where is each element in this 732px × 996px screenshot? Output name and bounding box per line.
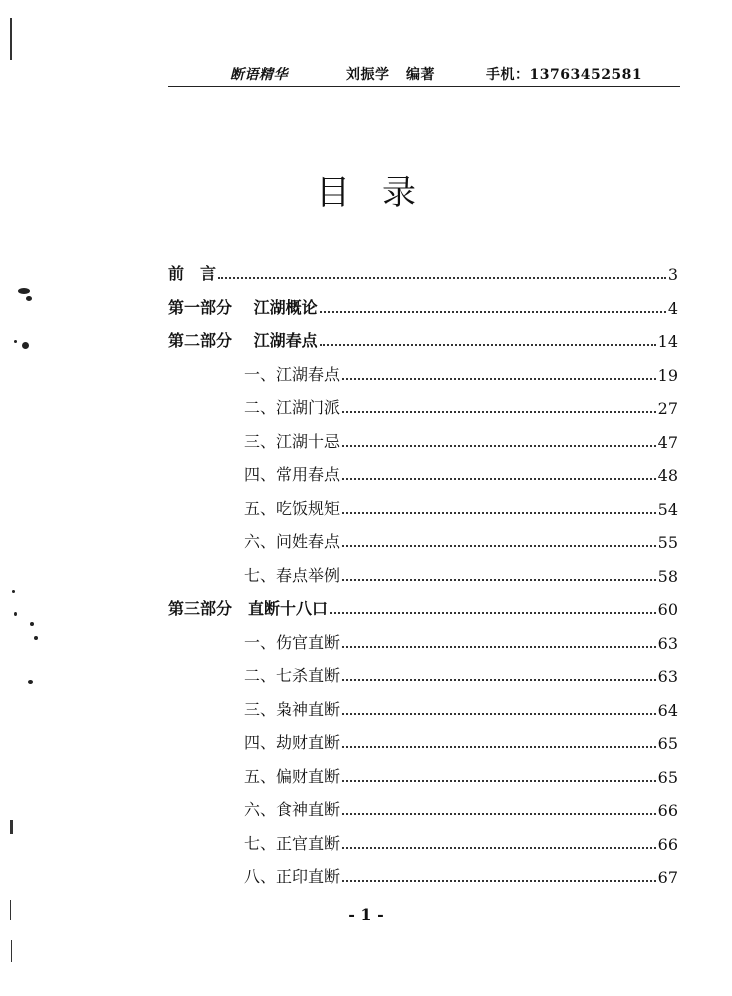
toc-entry-page: 3 [667,265,678,284]
toc-entry-label: 三、江湖十忌 [244,432,341,451]
toc-entry-page: 63 [657,667,678,686]
toc-entry-label: 第二部分 江湖春点 [168,331,318,350]
toc-entry [244,794,678,820]
scan-artifact [30,622,34,626]
toc-entry-page: 47 [657,433,678,452]
toc-dot-leader [342,712,656,715]
toc-entry-label: 三、枭神直断 [244,700,341,719]
toc-entry-label: 第一部分 江湖概论 [168,298,318,317]
toc-entry [244,694,678,720]
scan-artifact [10,18,12,60]
toc-entry-page: 48 [657,466,678,485]
toc-entry [244,359,678,385]
toc-entry-label: 六、问姓春点 [244,532,341,551]
toc-dot-leader [342,779,656,782]
toc-entry-page: 66 [657,835,678,854]
toc-entry [168,593,678,619]
toc-entry [244,761,678,787]
toc-entry-label: 五、偏财直断 [244,767,341,786]
scan-artifact [26,296,32,301]
toc-entry-label: 七、正官直断 [244,834,341,853]
toc-dot-leader [342,745,656,748]
toc-dot-leader [320,310,666,313]
toc-entry [244,493,678,519]
toc-entry-page: 27 [657,399,678,418]
toc-dot-leader [342,812,656,815]
toc-dot-leader [342,511,656,514]
toc-entry-label: 二、江湖门派 [244,398,341,417]
toc-entry [244,392,678,418]
toc-entry-page: 14 [657,332,678,351]
toc-dot-leader [342,879,656,882]
header-phone: 手机：13763452581 [486,67,643,83]
header-book-title: 断语精华 [230,67,288,83]
toc-dot-leader [342,645,656,648]
toc-entry-page: 66 [657,801,678,820]
toc-entry [244,426,678,452]
scan-artifact [34,636,38,640]
toc-entry [168,292,678,318]
running-header [168,60,680,86]
toc-entry-label: 二、七杀直断 [244,666,341,685]
scan-artifact [10,820,13,834]
toc-dot-leader [342,846,656,849]
header-author: 刘振学 [346,67,390,83]
toc-entry-label: 第三部分 直断十八口 [168,599,329,618]
scan-artifact [10,900,11,920]
toc-entry [168,325,678,351]
toc-entry-page: 54 [657,500,678,519]
toc-entry-page: 67 [657,868,678,887]
toc-entry-page: 60 [657,600,678,619]
toc-entry-page: 55 [657,533,678,552]
toc-entry [244,526,678,552]
toc-dot-leader [218,276,666,279]
toc-dot-leader [320,343,656,346]
toc-entry-label: 四、劫财直断 [244,733,341,752]
scan-artifact [28,680,33,684]
scan-artifact [18,288,30,294]
toc-dot-leader [342,678,656,681]
toc-entry [168,258,678,284]
toc-entry [244,627,678,653]
toc-entry-label: 一、伤官直断 [244,633,341,652]
toc-dot-leader [342,377,656,380]
toc-entry-page: 64 [657,701,678,720]
scan-artifact [14,340,17,343]
toc-dot-leader [342,544,656,547]
toc-entry-page: 19 [657,366,678,385]
toc-entry-page: 58 [657,567,678,586]
toc-entry-label: 五、吃饭规矩 [244,499,341,518]
scan-artifact [12,590,15,593]
toc-dot-leader [342,444,656,447]
header-rule [168,86,680,87]
scan-artifact [11,940,12,962]
toc-entry-label: 六、食神直断 [244,800,341,819]
toc-dot-leader [342,477,656,480]
toc-entry-page: 4 [667,299,678,318]
toc-dot-leader [342,410,656,413]
toc-dot-leader [342,578,656,581]
toc-entry-page: 65 [657,734,678,753]
toc-entry-page: 63 [657,634,678,653]
toc-entry-label: 一、江湖春点 [244,365,341,384]
toc-entry-label: 前 言 [168,264,217,283]
toc-entry [244,727,678,753]
toc-entry [244,459,678,485]
page-number: - 1 - [348,905,384,924]
toc-entry [244,560,678,586]
toc-dot-leader [330,611,656,614]
toc-entry [244,660,678,686]
toc-entry-label: 八、正印直断 [244,867,341,886]
toc-entry [244,861,678,887]
scan-artifact [14,612,17,616]
toc-entry [244,828,678,854]
toc-entry-label: 四、常用春点 [244,465,341,484]
toc-entry-page: 65 [657,768,678,787]
toc-entry-label: 七、春点举例 [244,566,341,585]
scan-artifact [22,342,29,349]
page-title: 目录 [316,173,448,213]
header-role: 编著 [406,67,435,83]
